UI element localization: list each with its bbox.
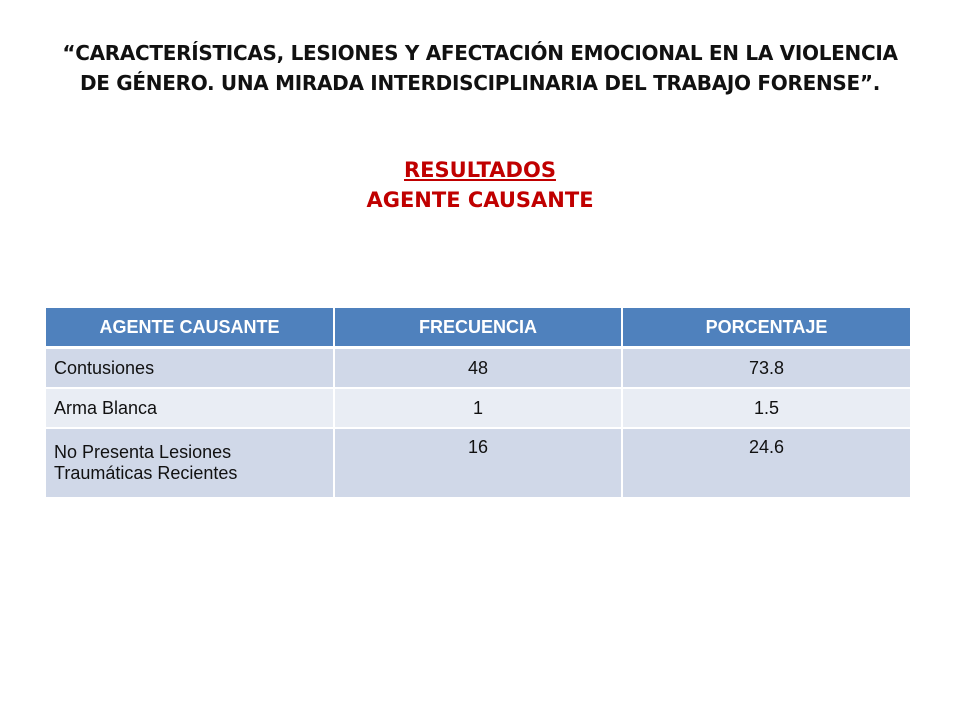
cell-frecuencia: 1 — [334, 388, 622, 428]
cell-porcentaje: 73.8 — [622, 348, 910, 389]
table-row — [46, 388, 910, 428]
section-subheading: AGENTE CAUSANTE — [366, 188, 594, 212]
section-heading: RESULTADOS — [404, 158, 556, 182]
header-porcentaje: PORCENTAJE — [622, 308, 910, 348]
table-row — [46, 428, 910, 498]
table-header-row — [46, 308, 910, 348]
slide-title-line-2: DE GÉNERO. UNA MIRADA INTERDISCIPLINARIA DEL TRABAJO FORENSE”. — [79, 71, 880, 95]
slide-title — [40, 38, 920, 98]
slide-title-line-1: “CARACTERÍSTICAS, LESIONES Y AFECTACIÓN EMOCIONAL EN LA VIOLENCIA — [62, 41, 898, 65]
cell-frecuencia: 16 — [334, 428, 622, 498]
cell-agente: No Presenta Lesiones Traumáticas Recientes — [46, 428, 334, 498]
header-frecuencia: FRECUENCIA — [334, 308, 622, 348]
cell-frecuencia: 48 — [334, 348, 622, 389]
table-row — [46, 348, 910, 389]
cell-agente: Contusiones — [46, 348, 334, 389]
cell-porcentaje: 24.6 — [622, 428, 910, 498]
results-heading — [0, 155, 960, 215]
cell-porcentaje: 1.5 — [622, 388, 910, 428]
agente-causante-table — [46, 308, 910, 499]
header-agente-causante: AGENTE CAUSANTE — [46, 308, 334, 348]
cell-agente: Arma Blanca — [46, 388, 334, 428]
